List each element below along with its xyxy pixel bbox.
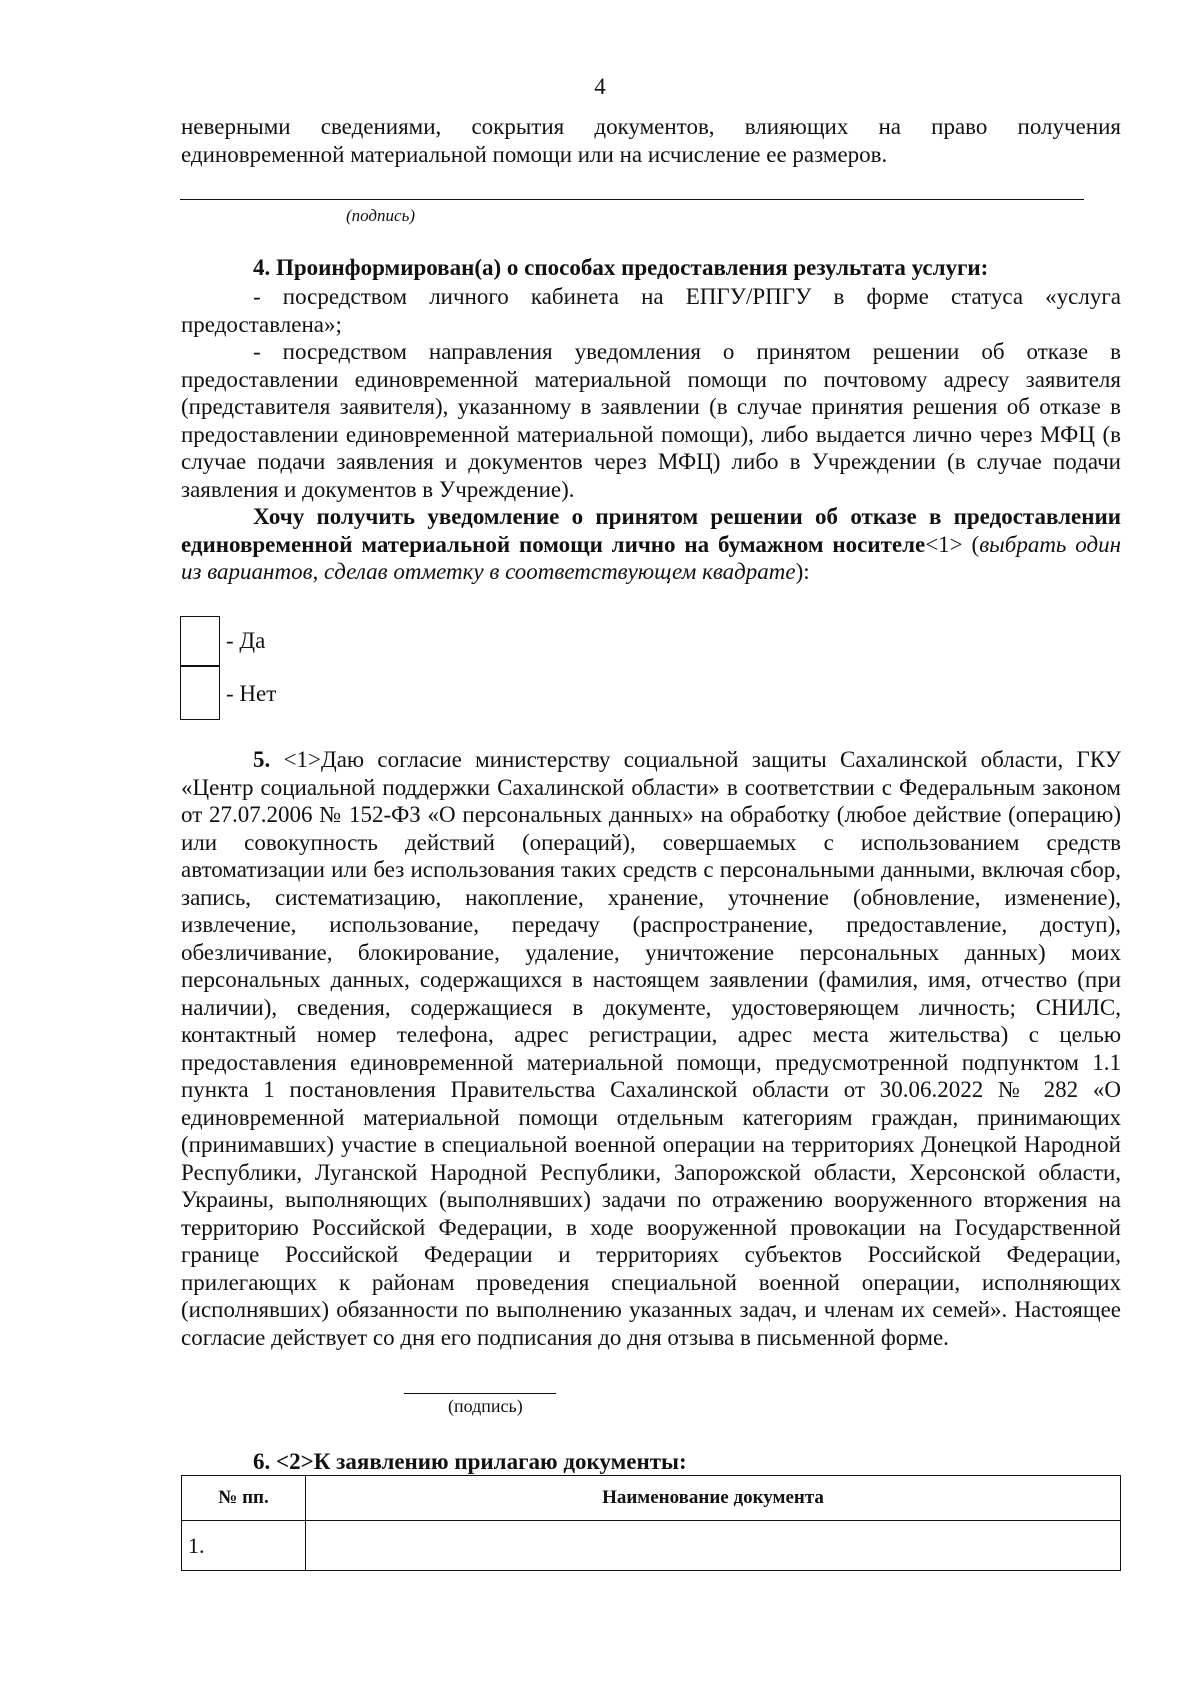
checkbox-no-label: - Нет [226, 681, 277, 706]
checkbox-yes[interactable] [180, 616, 220, 667]
section-4-heading: 4. Проинформирован(а) о способах предоставления результата услуги: [253, 255, 989, 280]
section-4-item-1: - посредством личного кабинета на ЕПГУ/РПГУ в форме статуса «услуга предоставлена»; [181, 284, 1121, 337]
table-header-row [182, 1476, 1121, 1521]
paper-notice-instruction: выбрать один из вариантов, сделав отметку в соответствующем квадрате [181, 531, 1121, 584]
paper-notice-paragraph [181, 503, 1121, 586]
paper-notice-bold: Хочу получить уведомление о принятом решении об отказе в предоставлении единовременной материальной помощи лично на бумажном носителе [181, 504, 1121, 557]
signature-label: (подпись) [346, 206, 415, 225]
paper-notice-open: ( [962, 531, 980, 557]
column-header-document-name: Наименование документа [306, 1476, 1121, 1521]
intro-line-2: единовременной материальной помощи или на исчисление ее размеров. [181, 142, 888, 167]
section-5-text: <1>Даю согласие министерству социальной защиты Сахалинской области, ГКУ «Центр социальной поддержки Сахалинской области» в соответствии с Федеральным законом от 27.07.2006 № 152-ФЗ «О персональных данных» на обработку (любое действие (операцию) или совокупность действий (операций), совершаемых с использованием средств автоматизации или без использования таких средств с персональными данными, включая сбор, запись, систематизацию, накопление, хранение, уточнение (обновление, изменение), извлечение, использование, передачу (распространение, предоставление, доступ), обезличивание, блокирование, удаление, уничтожение персональных данных) моих персональных данных, содержащихся в настоящем заявлении (фамилия, имя, отчество (при наличии), сведения, содержащиеся в документе, удостоверяющем личность; СНИЛС, контактный номер телефона, адрес регистрации, адрес места жительства) с целью предоставления единовременной материальной помощи, предусмотренной подпунктом 1.1 пункта 1 постановления Правительства Сахалинской области от 30.06.2022 № 282 «О единовременной материальной помощи отдельным категориям граждан, принимающих (принимавших) участие в специальной военной операции на территориях Донецкой Народной Республики, Луганской Народной Республики, Запорожской области, Херсонской области, Украины, выполняющих (выполнявших) задачи по отражению вооруженного вторжения на территорию Российской Федерации, в ходе вооруженной провокации на Государственной границе Российской Федерации и территориях субъектов Российской Федерации, прилегающих к районам проведения специальной военной операции, исполняющих (исполнявших) обязанности по выполнению указанных задач, и членам их семей». Настоящее согласие действует со дня его подписания до дня отзыва в письменной форме. [181, 747, 1121, 1350]
checkbox-no[interactable] [180, 665, 220, 720]
page-number: 4 [594, 74, 606, 99]
cell-row-number: 1. [182, 1521, 306, 1571]
intro-line-1: неверными сведениями, сокрытия документов, влияющих на право получения [181, 114, 1121, 139]
table-row [182, 1521, 1121, 1571]
checkbox-yes-label: - Да [226, 628, 266, 653]
section-4-item-2: - посредством направления уведомления о принятом решении об отказе в предоставлении единовременной материальной помощи по почтовому адресу заявителя (представителя заявителя), указанному в заявлении (в случае принятия решения об отказе в предоставлении единовременной материальной помощи), либо выдается лично через МФЦ (в случае подачи заявления и документов через МФЦ) либо в Учреждении (в случае подачи заявления и документов в Учреждение). [181, 339, 1121, 502]
documents-table [181, 1475, 1121, 1571]
paper-notice-close: ): [795, 559, 810, 584]
cell-document-name[interactable] [306, 1521, 1121, 1571]
signature-line [180, 199, 1084, 200]
paper-notice-ref: <1> [925, 531, 963, 557]
consent-signature-line [404, 1393, 556, 1394]
consent-signature-label: (подпись) [448, 1396, 523, 1416]
section-5-number: 5. [253, 747, 271, 772]
section-6-heading: 6. <2>К заявлению прилагаю документы: [253, 1449, 687, 1474]
column-header-number: № пп. [182, 1476, 306, 1521]
section-5-paragraph [181, 746, 1121, 1351]
